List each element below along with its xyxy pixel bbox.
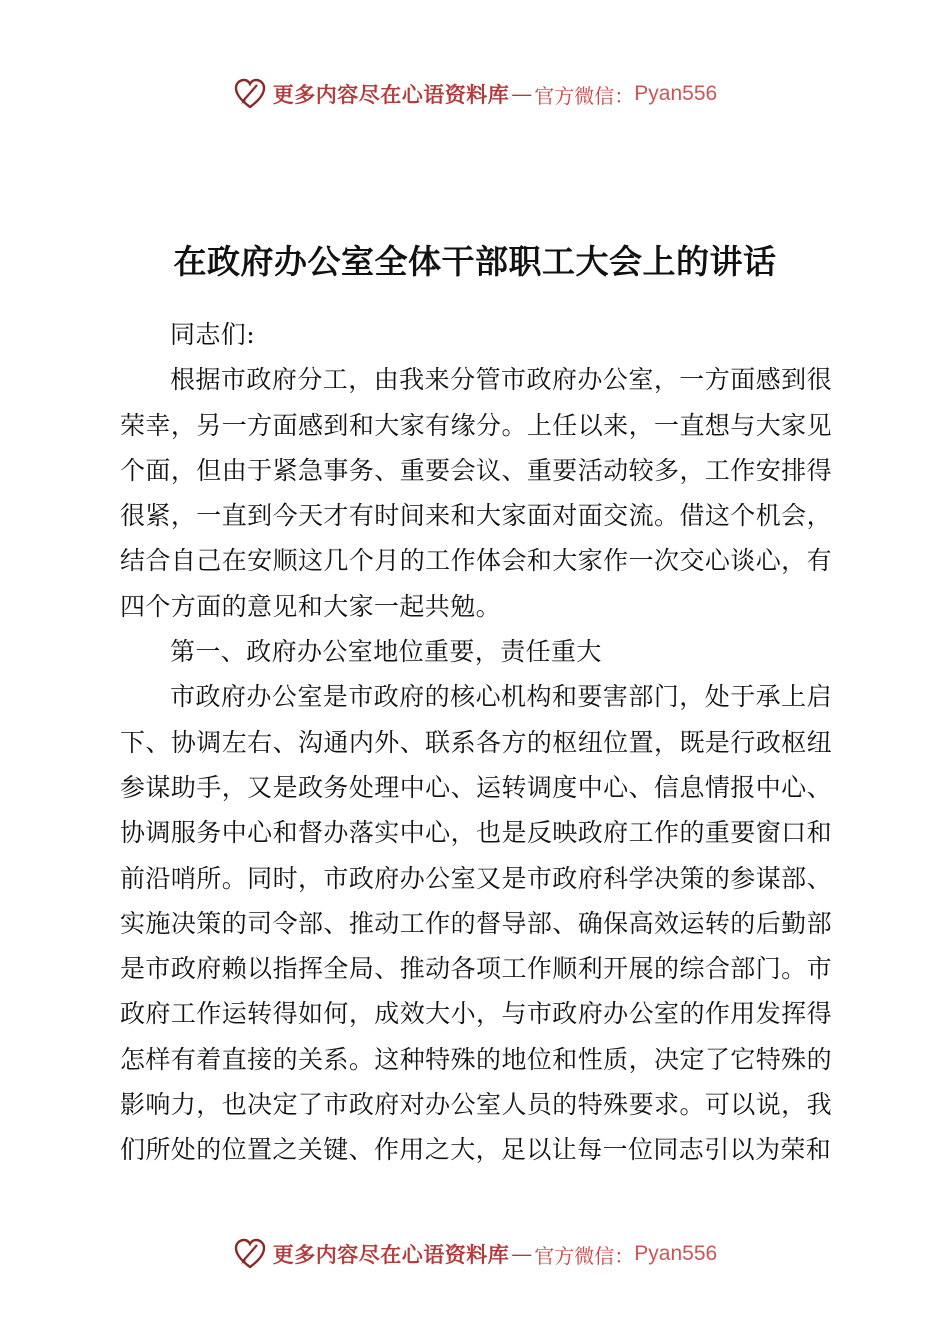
heart-pen-logo-icon xyxy=(233,1237,267,1271)
heart-pen-logo-icon xyxy=(233,77,267,111)
banner-wechat-id: Pyan556 xyxy=(634,1242,718,1265)
document-body xyxy=(120,312,832,1173)
banner-main-text: 更多内容尽在心语资料库 xyxy=(272,1242,510,1267)
page-title: 在政府办公室全体干部职工大会上的讲话 xyxy=(173,242,777,281)
banner-main-text: 更多内容尽在心语资料库 xyxy=(272,82,510,107)
section-heading: 第一、政府办公室地位重要，责任重大 xyxy=(170,637,602,667)
paragraph: 市政府办公室是市政府的核心机构和要害部门，处于承上启下、协调左右、沟通内外、联系各方的枢纽位置，既是行政枢纽参谋助手，又是政务处理中心、运转调度中心、信息情报中心、协调服务中心和督办落实中心，也是反映政府工作的重要窗口和前沿哨所。同时，市政府办公室又是市政府科学决策的参谋部、实施决策的司令部、推动工作的督导部、确保高效运转的后勤部是市政府赖以指挥全局、推动各项工作顺利开展的综合部门。市政府工作运转得如何，成效大小，与市政府办公室的作用发挥得怎样有着直接的关系。这种特殊的地位和性质，决定了它特殊的影响力，也决定了市政府对办公室人员的特殊要求。可以说，我们所处的位置之关键、作用之大，足以让每一位同志引以为荣和 xyxy=(120,682,832,1165)
banner-wechat-label: 官方微信： xyxy=(534,83,635,108)
greeting: 同志们: xyxy=(170,320,256,349)
footer-banner xyxy=(0,1234,950,1274)
banner-dash: — xyxy=(511,1242,533,1266)
paragraph: 根据市政府分工，由我来分管市政府办公室，一方面感到很荣幸，另一方面感到和大家有缘分。上任以来，一直想与大家见个面，但由于紧急事务、重要会议、重要活动较多，工作安排得很紧，一直到今天才有时间来和大家面对面交流。借这个机会，结合自己在安顺这几个月的工作体会和大家作一次交心谈心，有四个方面的意见和大家一起共勉。 xyxy=(120,365,832,621)
banner-wechat-label: 官方微信： xyxy=(534,1243,635,1268)
banner-wechat-id: Pyan556 xyxy=(634,82,718,105)
header-banner xyxy=(0,74,950,114)
banner-dash: — xyxy=(511,82,533,106)
